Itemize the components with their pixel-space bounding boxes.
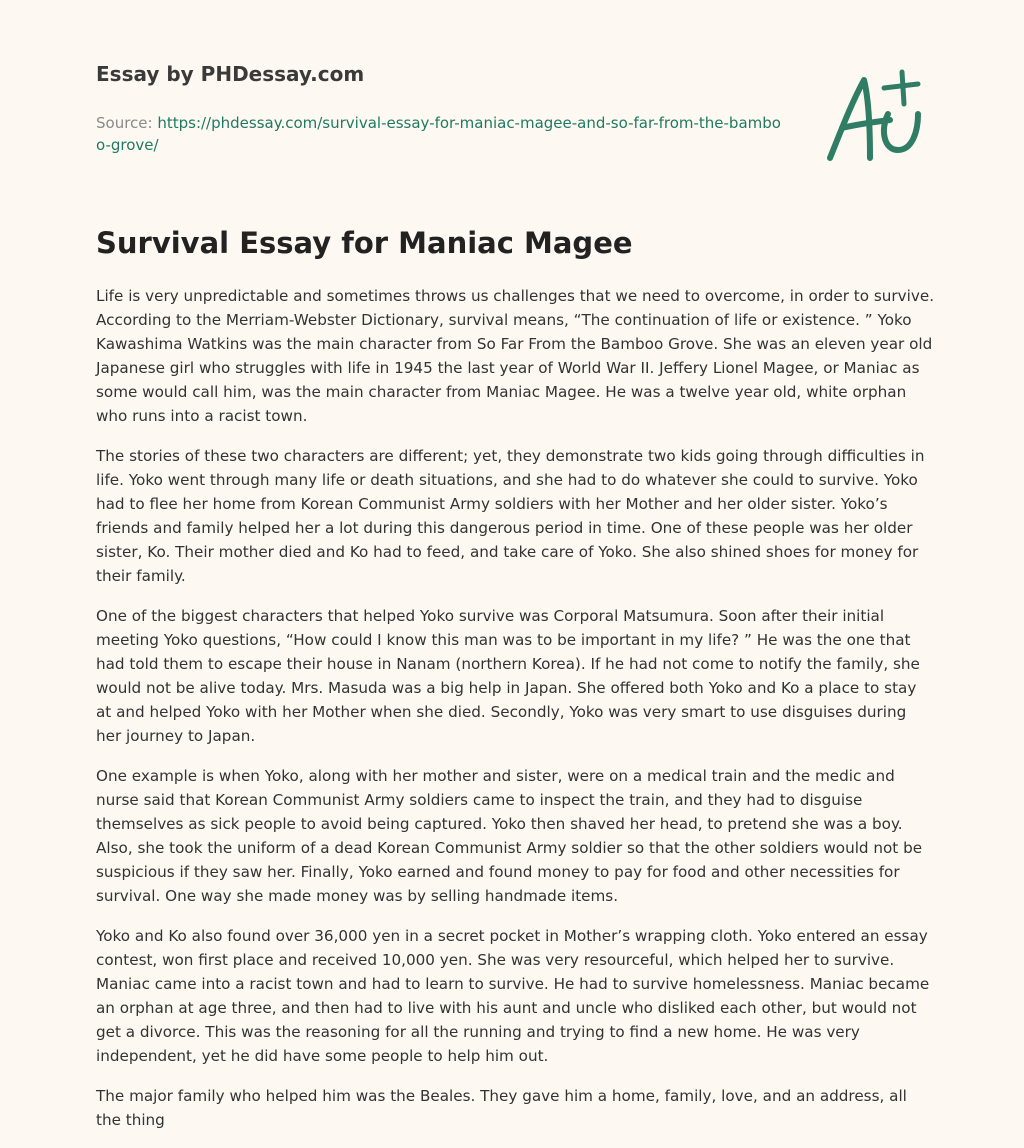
- a-plus-logo-icon: [818, 68, 928, 168]
- essay-paragraph: Yoko and Ko also found over 36,000 yen in a secret pocket in Mother’s wrapping cloth. Yoko entered an essay contest, won first place and received 10,000 yen. She was very resourceful, which helped her to survive. Maniac came into a racist town and had to learn to survive. He had to survive homelessness. Maniac became an orphan at age three, and then had to live with his aunt and uncle who disliked each other, but would not get a divorce. This was the reasoning for all the running and trying to find a new home. He was very independent, yet he did have some people to help him out.: [96, 927, 930, 1065]
- essay-body: [96, 284, 936, 1148]
- essay-paragraph: The stories of these two characters are different; yet, they demonstrate two kids going through difficulties in life. Yoko went through many life or death situations, and she had to do whatever she could to survive. Yoko had to flee her home from Korean Communist Army soldiers with her Mother and her older sister. Yoko’s friends and family helped her a lot during this dangerous period in time. One of these people was her older sister, Ko. Their mother died and Ko had to feed, and take care of Yoko. She also shined shoes for money for their family.: [96, 447, 925, 585]
- essay-paragraph: The major family who helped him was the Beales. They gave him a home, family, love, and an address, all the thing: [96, 1087, 907, 1129]
- essay-paragraph: One example is when Yoko, along with her mother and sister, were on a medical train and the medic and nurse said that Korean Communist Army soldiers came to inspect the train, and they had to disguise themselves as sick people to avoid being captured. Yoko then shaved her head, to pretend she was a boy. Also, she took the uniform of a dead Korean Communist Army soldier so that the other soldiers would not be suspicious if they saw her. Finally, Yoko earned and found money to pay for food and other necessities for survival. One way she made money was by selling handmade items.: [96, 767, 923, 905]
- source-link[interactable]: https://phdessay.com/survival-essay-for-maniac-magee-and-so-far-from-the-bamboo-grove/: [96, 114, 781, 154]
- source-label: Source:: [96, 114, 158, 132]
- source-line: [96, 112, 786, 156]
- essay-paragraph: One of the biggest characters that helped Yoko survive was Corporal Matsumura. Soon after their initial meeting Yoko questions, “How could I know this man was to be important in my life? ” He was the one that had told them to escape their house in Nanam (northern Korea). If he had not come to notify the family, she would not be alive today. Mrs. Masuda was a big help in Japan. She offered both Yoko and Ko a place to stay at and helped Yoko with her Mother when she died. Secondly, Yoko was very smart to use disguises during her journey to Japan.: [96, 607, 920, 745]
- site-brand: Essay by PHDessay.com: [96, 62, 365, 86]
- essay-title: Survival Essay for Maniac Magee: [96, 226, 633, 260]
- essay-paragraph: Life is very unpredictable and sometimes throws us challenges that we need to overcome, in order to survive. According to the Merriam-Webster Dictionary, survival means, “The continuation of life or existence. ” Yoko Kawashima Watkins was the main character from So Far From the Bamboo Grove. She was an eleven year old Japanese girl who struggles with life in 1945 the last year of World War II. Jeffery Lionel Magee, or Maniac as some would call him, was the main character from Maniac Magee. He was a twelve year old, white orphan who runs into a racist town.: [96, 287, 935, 425]
